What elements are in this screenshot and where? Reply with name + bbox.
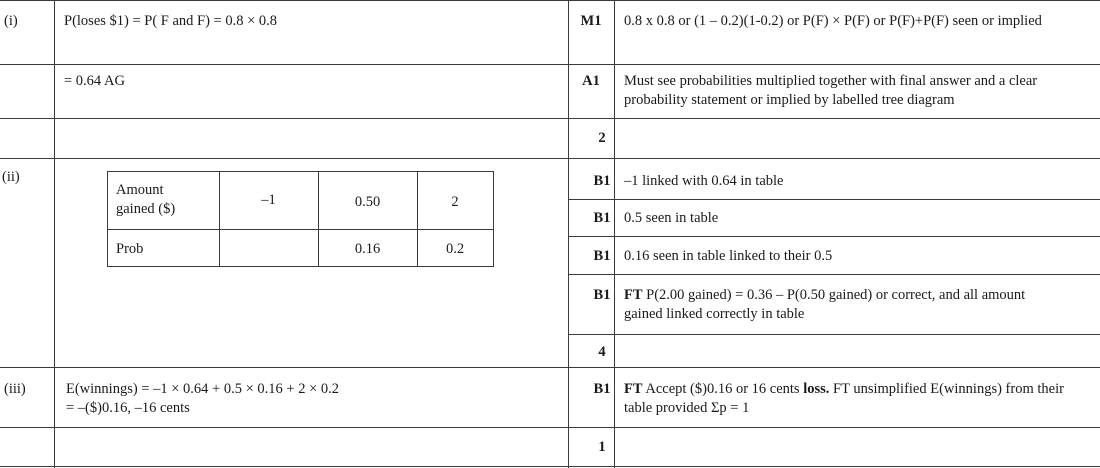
row-divider bbox=[0, 427, 1100, 428]
table-border bbox=[107, 171, 494, 172]
guidance-text: 0.16 seen in table linked to their 0.5 bbox=[624, 248, 833, 264]
row-divider bbox=[568, 274, 1100, 275]
probability-table bbox=[107, 171, 494, 267]
row-divider bbox=[568, 199, 1100, 200]
guidance-body: FT unsimplified E(winnings) from their table provided Σp = 1 bbox=[624, 381, 1064, 416]
table-cell: –1 bbox=[261, 192, 276, 208]
guidance-body: Accept ($)0.16 or 16 cents bbox=[642, 381, 804, 397]
guidance-text: 0.8 x 0.8 or (1 – 0.2)(1-0.2) or P(F) × P(F) or P(F)+P(F) seen or implied bbox=[624, 13, 1042, 29]
table-border bbox=[219, 171, 220, 267]
guidance-ft: FT bbox=[624, 287, 643, 303]
column-divider bbox=[568, 0, 569, 468]
row-divider bbox=[0, 158, 1100, 159]
guidance-loss: loss. bbox=[803, 381, 830, 397]
table-border bbox=[107, 229, 494, 230]
guidance-text: Must see probabilities multiplied together with final answer and a clear probability statement or implied by labelled tree diagram bbox=[624, 73, 1038, 108]
mark-code: A1 bbox=[582, 73, 600, 89]
table-border bbox=[107, 171, 108, 267]
mark-code: B1 bbox=[593, 287, 611, 303]
mark-code: B1 bbox=[593, 381, 611, 397]
mark-code: B1 bbox=[593, 210, 611, 226]
row-divider bbox=[568, 236, 1100, 237]
row-divider bbox=[0, 118, 1100, 119]
guidance-text bbox=[624, 286, 1064, 324]
guidance-text: –1 linked with 0.64 in table bbox=[624, 173, 784, 189]
mark-code: M1 bbox=[580, 13, 602, 29]
table-cell: 2 bbox=[451, 194, 459, 210]
mark-total: 4 bbox=[598, 344, 606, 360]
mark-code: B1 bbox=[593, 173, 611, 189]
mark-code: B1 bbox=[593, 248, 611, 264]
column-divider bbox=[54, 0, 55, 468]
working-text: E(winnings) = –1 × 0.64 + 0.5 × 0.16 + 2 × 0.2 = –($)0.16, –16 cents bbox=[66, 381, 340, 416]
row-divider bbox=[0, 367, 1100, 368]
table-header-label: Amount gained ($) bbox=[116, 182, 176, 217]
guidance-ft: FT bbox=[624, 381, 643, 397]
table-row-label: Prob bbox=[116, 241, 144, 257]
guidance-text bbox=[624, 380, 1084, 418]
mark-total: 2 bbox=[598, 130, 606, 146]
mark-total: 1 bbox=[598, 439, 606, 455]
guidance-body: P(2.00 gained) = 0.36 – P(0.50 gained) or correct, and all amount gained linked correctly in table bbox=[624, 287, 1026, 322]
row-divider bbox=[0, 64, 1100, 65]
row-divider bbox=[0, 466, 1100, 467]
table-cell: 0.16 bbox=[354, 241, 381, 257]
part-label: (iii) bbox=[4, 381, 26, 397]
table-cell: 0.2 bbox=[445, 241, 465, 257]
part-label: (i) bbox=[4, 13, 18, 29]
guidance-text: 0.5 seen in table bbox=[624, 210, 719, 226]
table-border bbox=[493, 171, 494, 267]
table-border bbox=[107, 266, 494, 267]
working-text: = 0.64 AG bbox=[64, 73, 125, 89]
row-divider bbox=[568, 334, 1100, 335]
working-text: P(loses $1) = P( F and F) = 0.8 × 0.8 bbox=[64, 13, 278, 29]
part-label: (ii) bbox=[2, 169, 20, 185]
row-divider bbox=[0, 0, 1100, 1]
table-cell: 0.50 bbox=[354, 194, 381, 210]
